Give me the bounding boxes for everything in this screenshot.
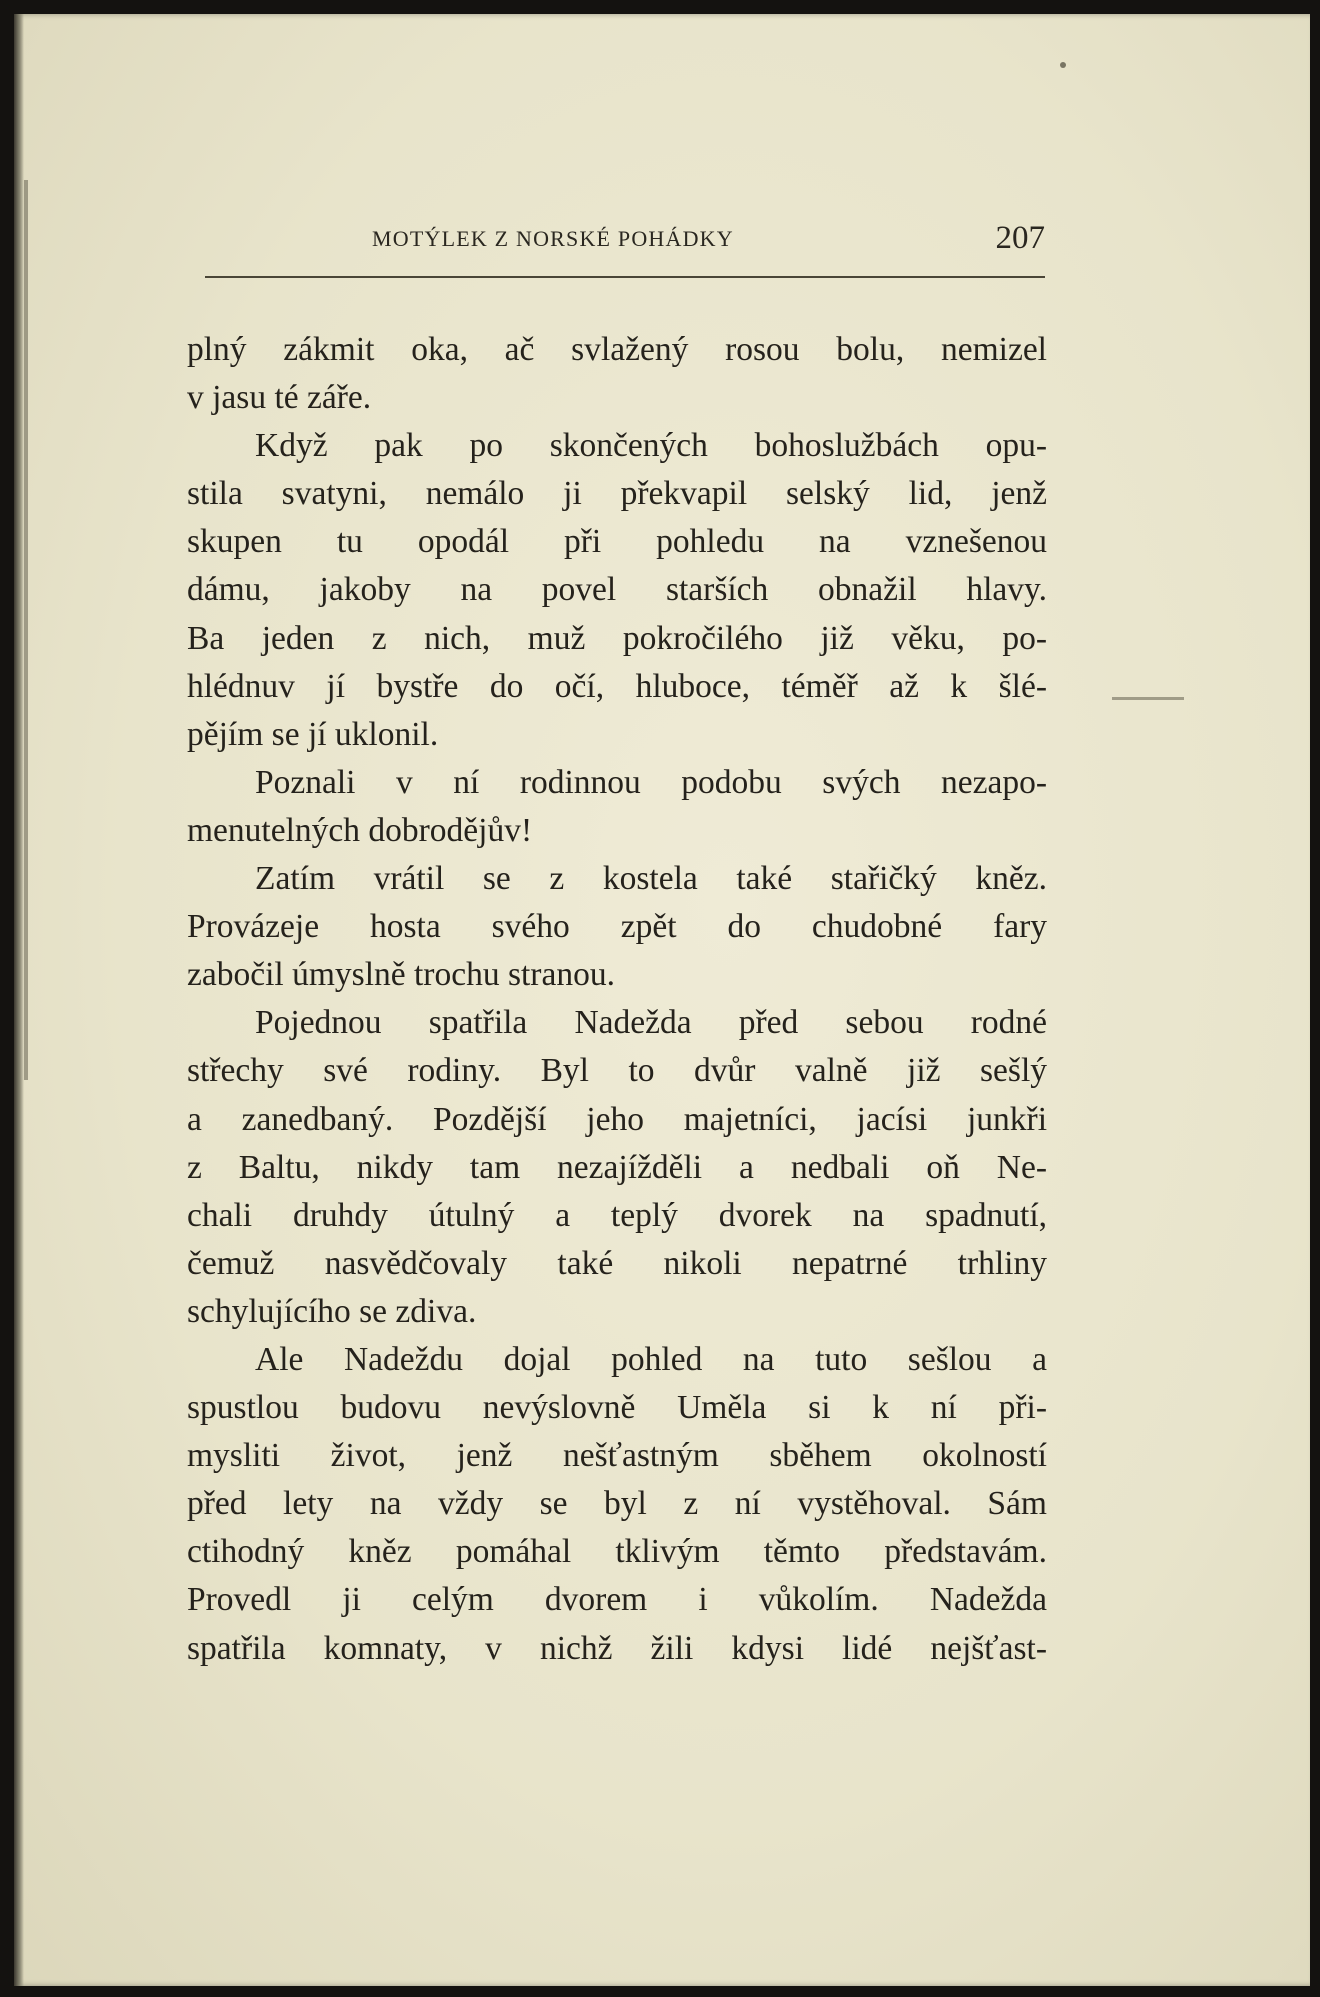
text-line: pějím se jí uklonil. (187, 715, 439, 753)
text-line: Poznali v ní rodinnou podobu svých nezapo- (255, 763, 1047, 801)
text-line: Provázeje hosta svého zpět do chudobné fary (187, 908, 1047, 946)
running-head: MOTÝLEK Z NORSKÉ POHÁDKY (372, 226, 734, 251)
page-header (205, 220, 1045, 278)
text-line: mysliti život, jenž nešťastným sběhem okolností (187, 1437, 1047, 1475)
text-line: ctihodný kněz pomáhal tklivým těmto představám. (187, 1533, 1047, 1571)
text-line: před lety na vždy se byl z ní vystěhoval. Sám (187, 1485, 1047, 1523)
page-gutter-edge (14, 14, 24, 1986)
page-number: 207 (995, 220, 1045, 256)
text-line: Ba jeden z nich, muž pokročilého již věku, po- (187, 619, 1047, 657)
text-line: menutelných dobrodějův! (187, 811, 533, 849)
text-line: spatřila komnaty, v nichž žili kdysi lidé nejšťast- (187, 1629, 1047, 1667)
text-line: plný zákmit oka, ač svlažený rosou bolu, nemizel (187, 331, 1047, 368)
gutter-shadow (24, 180, 28, 1080)
text-line: a zanedbaný. Pozdější jeho majetníci, jacísi junkři (187, 1100, 1047, 1138)
text-line: schylujícího se zdiva. (187, 1292, 477, 1330)
text-line: Zatím vrátil se z kostela také stařičký kněz. (255, 860, 1047, 898)
text-line: čemuž nasvědčovaly také nikoli nepatrné trhliny (187, 1244, 1047, 1282)
text-line: Pojednou spatřila Nadežda před sebou rodné (255, 1004, 1047, 1042)
margin-stray-mark (1112, 697, 1184, 700)
text-line: spustlou budovu nevýslovně Uměla si k ní při- (187, 1389, 1047, 1427)
text-line: v jasu té záře. (187, 379, 372, 417)
body-text (187, 326, 1047, 1673)
text-line: dámu, jakoby na povel starších obnažil hlavy. (187, 571, 1047, 609)
text-line: zabočil úmyslně trochu stranou. (187, 956, 615, 994)
text-line: Ale Nadeždu dojal pohled na tuto sešlou a (255, 1340, 1047, 1378)
text-line: stila svatyni, nemálo ji překvapil selský lid, jenž (187, 475, 1047, 513)
dust-speck (1060, 62, 1066, 68)
text-line: z Baltu, nikdy tam nezajížděli a nedbali oň Ne- (187, 1148, 1047, 1186)
text-line: hlédnuv jí bystře do očí, hluboce, téměř až k šlé- (187, 667, 1047, 705)
text-line: střechy své rodiny. Byl to dvůr valně již sešlý (187, 1052, 1047, 1090)
text-line: chali druhdy útulný a teplý dvorek na spadnutí, (187, 1196, 1047, 1234)
text-line: Když pak po skončených bohoslužbách opu- (255, 427, 1047, 465)
text-line: skupen tu opodál při pohledu na vznešenou (187, 523, 1047, 561)
text-line: Provedl ji celým dvorem i vůkolím. Nadežda (187, 1581, 1047, 1619)
